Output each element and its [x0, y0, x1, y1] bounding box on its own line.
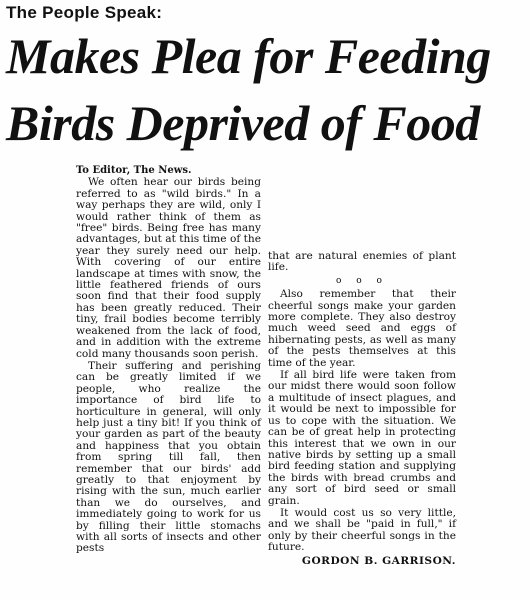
headline-line-1: Makes Plea for Feeding: [6, 28, 491, 84]
salutation: To Editor, The News.: [76, 165, 192, 176]
column-kicker: The People Speak:: [6, 3, 163, 22]
paragraph: Also remember that their cheerful songs make your garden more complete. They also destroy much weed seed and eggs of hibernating pests, as well as many of the pests themselves at this time of the year.: [268, 288, 456, 369]
paragraph: We often hear our birds being referred to as "wild birds." In a way perhaps they are wild, only I would rather think of them as "free" birds. Being free has many advantages, but at this time of the year they surely need our help. With covering of our entire landscape at times with snow, the little feathered friends of ours soon find that their food supply has been greatly reduced. Their tiny, frail bodies become terribly weakened from the lack of food, and in addition with the extreme cold many thousands soon perish.: [76, 176, 261, 360]
article-column-2: [268, 251, 456, 567]
section-separator: o o o: [336, 275, 388, 286]
headline-line-2: Birds Deprived of Food: [6, 95, 480, 151]
paragraph-continuation: that are natural enemies of plant life.: [268, 250, 456, 274]
paragraph: Their suffering and perishing can be greatly limited if we people, who realize the importance of bird life to horticulture in general, will only help just a tiny bit! If you think of your garden as part of the beauty and happiness that you obtain from spring till fall, then remember that our birds' add greatly to that enjoyment by rising with the sun, much earlier than we do ourselves, and immediately going to work for us by filling their little stomachs with all sorts of insects and other pests: [76, 359, 261, 555]
article-column-1: [76, 165, 261, 555]
paragraph: It would cost us so very little, and we shall be "paid in full," if only by their cheerful songs in the future.: [268, 506, 456, 554]
author-signature: GORDON B. GARRISON.: [301, 554, 456, 567]
paragraph: If all bird life were taken from our midst there would soon follow a multitude of insect plagues, and it would be next to impossible for us to cope with the situation. We can be of great help in protecting this interest that we own in our native birds by setting up a small bird feeding station and supplying the birds with bread crumbs and any sort of bird seed or small grain.: [268, 369, 456, 507]
